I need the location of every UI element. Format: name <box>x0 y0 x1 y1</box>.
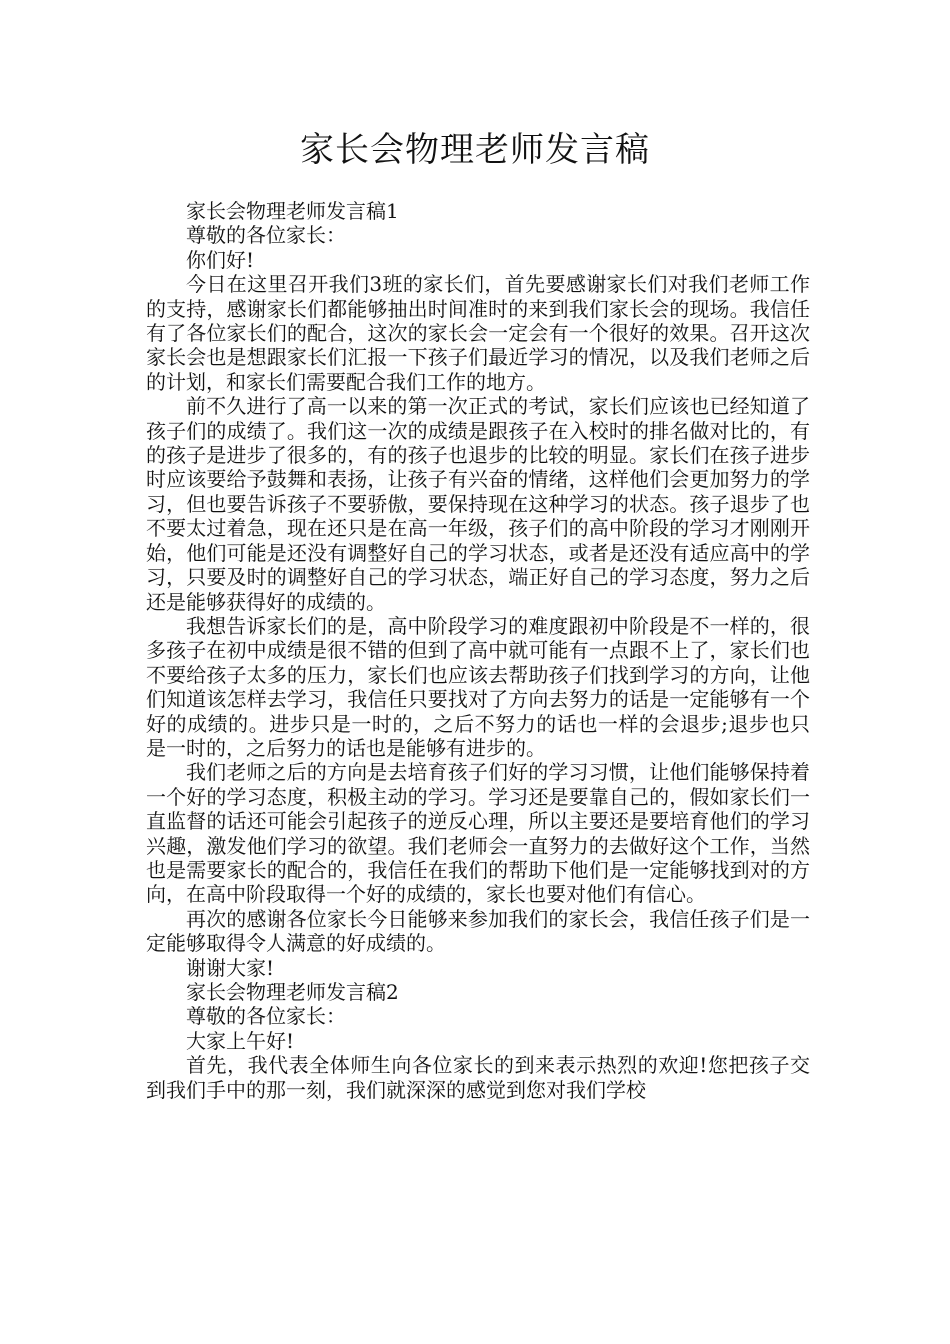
body-paragraph: 再次的感谢各位家长今日能够来参加我们的家长会，我信任孩子们是一定能够取得令人满意的好成绩的。 <box>146 906 810 956</box>
salutation: 尊敬的各位家长： <box>186 223 346 248</box>
salutation: 尊敬的各位家长： <box>186 1004 346 1029</box>
greeting: 大家上午好! <box>186 1028 295 1053</box>
closing-thanks: 谢谢大家! <box>186 955 275 980</box>
body-paragraph: 我想告诉家长们的是，高中阶段学习的难度跟初中阶段是不一样的，很多孩子在初中成绩是很不错的但到了高中就可能有一点跟不上了，家长们也不要给孩子太多的压力，家长们也应该去帮助孩子们找到学习的方向，让他们知道该怎样去学习，我信任只要找对了方向去努力的话是一定能够有一个好的成绩的。进步只是一时的，之后不努力的话也一样的会退步;退步也只是一时的，之后努力的话也是能够有进步的。 <box>146 613 810 760</box>
body-paragraph: 首先，我代表全体师生向各位家长的到来表示热烈的欢迎!您把孩子交到我们手中的那一刻，我们就深深的感觉到您对我们学校 <box>146 1053 810 1102</box>
body-paragraph: 我们老师之后的方向是去培育孩子们好的学习习惯，让他们能够保持着一个好的学习态度，积极主动的学习。学习还是要靠自己的，假如家长们一直监督的话还可能会引起孩子的逆反心理，所以主要还是要培育他们的学习兴趣，激发他们学习的欲望。我们老师会一直努力的去做好这个工作，当然也是需要家长的配合的，我信任在我们的帮助下他们是一定能够找到对的方向，在高中阶段取得一个好的成绩的，家长也要对他们有信心。 <box>146 760 810 907</box>
document-title: 家长会物理老师发言稿 <box>300 130 650 170</box>
body-paragraph: 今日在这里召开我们3班的家长们，首先要感谢家长们对我们老师工作的支持，感谢家长们都能够抽出时间准时的来到我们家长会的现场。我信任有了各位家长们的配合，这次的家长会一定会有一个很好的效果。召开这次家长会也是想跟家长们汇报一下孩子们最近学习的情况，以及我们老师之后的计划，和家长们需要配合我们工作的地方。 <box>146 272 810 394</box>
section-heading-2: 家长会物理老师发言稿2 <box>186 980 399 1004</box>
greeting: 你们好! <box>186 247 255 272</box>
document-body <box>146 199 810 1102</box>
section-heading-1: 家长会物理老师发言稿1 <box>186 199 399 223</box>
body-paragraph: 前不久进行了高一以来的第一次正式的考试，家长们应该也已经知道了孩子们的成绩了。我们这一次的成绩是跟孩子在入校时的排名做对比的，有的孩子是进步了很多的，有的孩子也退步的比较的明显。家长们在孩子进步时应该要给予鼓舞和表扬，让孩子有兴奋的情绪，这样他们会更加努力的学习，但也要告诉孩子不要骄傲，要保持现在这种学习的状态。孩子退步了也不要太过着急，现在还只是在高一年级，孩子们的高中阶段的学习才刚刚开始，他们可能是还没有调整好自己的学习状态，或者是还没有适应高中的学习，只要及时的调整好自己的学习状态，端正好自己的学习态度，努力之后还是能够获得好的成绩的。 <box>146 394 810 614</box>
